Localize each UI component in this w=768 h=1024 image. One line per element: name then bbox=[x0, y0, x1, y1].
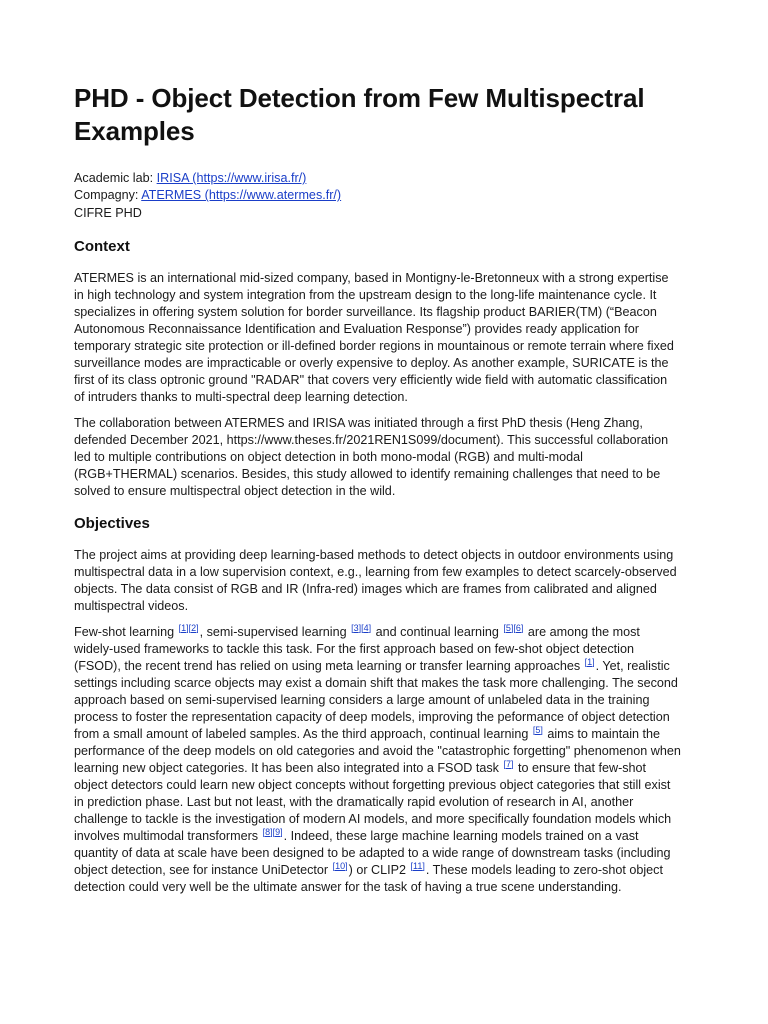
text-line bbox=[74, 828, 694, 845]
text-segment: to ensure that few-shot bbox=[514, 760, 647, 775]
objectives-paragraph-2 bbox=[74, 624, 694, 896]
context-heading: Context bbox=[74, 237, 130, 255]
text-line: The project aims at providing deep learning-based methods to detect objects in outdoor environments using bbox=[74, 547, 674, 562]
objectives-paragraph-1 bbox=[74, 547, 694, 615]
citation-link[interactable]: [5] bbox=[532, 724, 543, 735]
text-line: led to multiple contributions on object detection in both mono-modal (RGB) and multi-modal bbox=[74, 449, 583, 464]
text-line bbox=[74, 862, 694, 879]
citation-link[interactable]: [10] bbox=[332, 860, 348, 871]
text-line: quantity of data at scale have been designed to be adapted to a wide range of downstream tasks (including bbox=[74, 845, 671, 860]
text-segment: from a small amount of labeled samples. As the third approach, continual learning bbox=[74, 726, 532, 741]
text-segment: involves multimodal transformers bbox=[74, 828, 262, 843]
citation-link[interactable]: [1] bbox=[584, 656, 595, 667]
text-segment: ) or CLIP2 bbox=[348, 862, 410, 877]
text-segment: , semi-supervised learning bbox=[199, 624, 351, 639]
text-line: of intruders thanks to multi-spectral deep learning detection. bbox=[74, 389, 408, 404]
text-line: ATERMES is an international mid-sized company, based in Montigny-le-Bretonneux with a strong expertise bbox=[74, 270, 669, 285]
text-segment: are among the most bbox=[524, 624, 640, 639]
text-line: in prediction phase. Last but not least, with the dramatically rapid evolution of research in AI, another bbox=[74, 794, 634, 809]
citation-link[interactable]: [1][2] bbox=[178, 622, 199, 633]
text-line: challenge to tackle is the investigation of modern AI models, and more specifically foundation models which bbox=[74, 811, 672, 826]
text-line: performance of the deep models on old categories and avoid the "catastrophic forgetting" phenomenon when bbox=[74, 743, 681, 758]
text-line: objects. The data consist of RGB and IR (Infra-red) images which are frames from calibrated and aligned bbox=[74, 581, 657, 596]
text-line: settings including scarce objects may exist a domain shift that makes the task more challenging. The second bbox=[74, 675, 678, 690]
text-line: first of its class optronic ground "RADAR" that covers very efficiently wide field with automatic classification bbox=[74, 372, 668, 387]
text-line: in high technology and system integration from the upstream design to the long-life maintenance cycle. It bbox=[74, 287, 657, 302]
text-segment: learning new object categories. It has been also integrated into a FSOD task bbox=[74, 760, 503, 775]
text-line bbox=[74, 624, 694, 641]
text-segment: Few-shot learning bbox=[74, 624, 178, 639]
job-meta bbox=[74, 170, 694, 222]
page-title-line-1: PHD - Object Detection from Few Multispectral bbox=[74, 83, 645, 113]
text-line: object detectors could learn new object concepts without forgetting previous object categories that still exist bbox=[74, 777, 671, 792]
text-segment: . Yet, realistic bbox=[595, 658, 670, 673]
text-line: widely-used frameworks to tackle this task. For the first approach based on few-shot object detection bbox=[74, 641, 634, 656]
text-line: solved to ensure multispectral object detection in the wild. bbox=[74, 483, 396, 498]
context-paragraph-2 bbox=[74, 415, 694, 500]
citation-link[interactable]: [11] bbox=[410, 860, 425, 871]
text-segment: (FSOD), the recent trend has relied on using meta learning or transfer learning approaches bbox=[74, 658, 584, 673]
text-line bbox=[74, 760, 694, 777]
text-line: detection could very well be the ultimate answer for the task of having a true scene understanding. bbox=[74, 879, 622, 894]
text-line: approach based on semi-supervised learning considers a large amount of unlabeled data in the training bbox=[74, 692, 650, 707]
text-segment: . Indeed, these large machine learning models trained on a vast bbox=[283, 828, 639, 843]
text-line: Autonomous Reconnaissance Identification and Evaluation Response”) provides ready application for bbox=[74, 321, 639, 336]
text-line: surveillance modes are impracticable or overly expensive to deploy. As another example, SURICATE is the bbox=[74, 355, 669, 370]
text-line: (RGB+THERMAL) scenarios. Besides, this study allowed to identify remaining challenges that need to be bbox=[74, 466, 661, 481]
citation-link[interactable]: [7] bbox=[503, 758, 514, 769]
page-title-line-2: Examples bbox=[74, 116, 195, 146]
text-line: multispectral videos. bbox=[74, 598, 189, 613]
irisa-link[interactable]: IRISA (https://www.irisa.fr/) bbox=[156, 171, 307, 185]
text-segment: . These models leading to zero-shot object bbox=[425, 862, 663, 877]
atermes-link[interactable]: ATERMES (https://www.atermes.fr/) bbox=[141, 188, 342, 203]
academic-lab-row bbox=[74, 170, 694, 187]
academic-lab-label: Academic lab: bbox=[74, 171, 154, 185]
citation-link[interactable]: [3][4] bbox=[351, 622, 372, 633]
text-line: specializes in offering system solution for border surveillance. Its flagship product BARIER(TM) (“Beacon bbox=[74, 304, 657, 319]
company-label: Compagny: bbox=[74, 188, 139, 203]
page-title bbox=[74, 82, 694, 148]
context-paragraph-1 bbox=[74, 270, 694, 406]
company-row bbox=[74, 187, 694, 204]
citation-link[interactable]: [5][6] bbox=[503, 622, 524, 633]
text-line: defended December 2021, https://www.theses.fr/2021REN1S099/document). This successful collaboration bbox=[74, 432, 669, 447]
citation-link[interactable]: [8][9] bbox=[262, 826, 283, 837]
text-segment: aims to maintain the bbox=[543, 726, 661, 741]
contract-type: CIFRE PHD bbox=[74, 205, 142, 220]
text-line: multispectral data in a low supervision context, e.g., learning from few examples to detect scarcely-observed bbox=[74, 564, 677, 579]
text-segment: object detection, see for instance UniDetector bbox=[74, 862, 332, 877]
text-line: process to foster the representation capacity of deep models, improving the peformance of object detection bbox=[74, 709, 670, 724]
text-segment: and continual learning bbox=[372, 624, 503, 639]
document-page bbox=[74, 82, 694, 896]
objectives-heading: Objectives bbox=[74, 514, 150, 532]
text-line: temporary strategic site protection or ill-defined border regions in mountainous or remote terrain where fixed bbox=[74, 338, 674, 353]
text-line: The collaboration between ATERMES and IRISA was initiated through a first PhD thesis (Heng Zhang, bbox=[74, 415, 643, 430]
text-line bbox=[74, 726, 694, 743]
text-line bbox=[74, 658, 694, 675]
